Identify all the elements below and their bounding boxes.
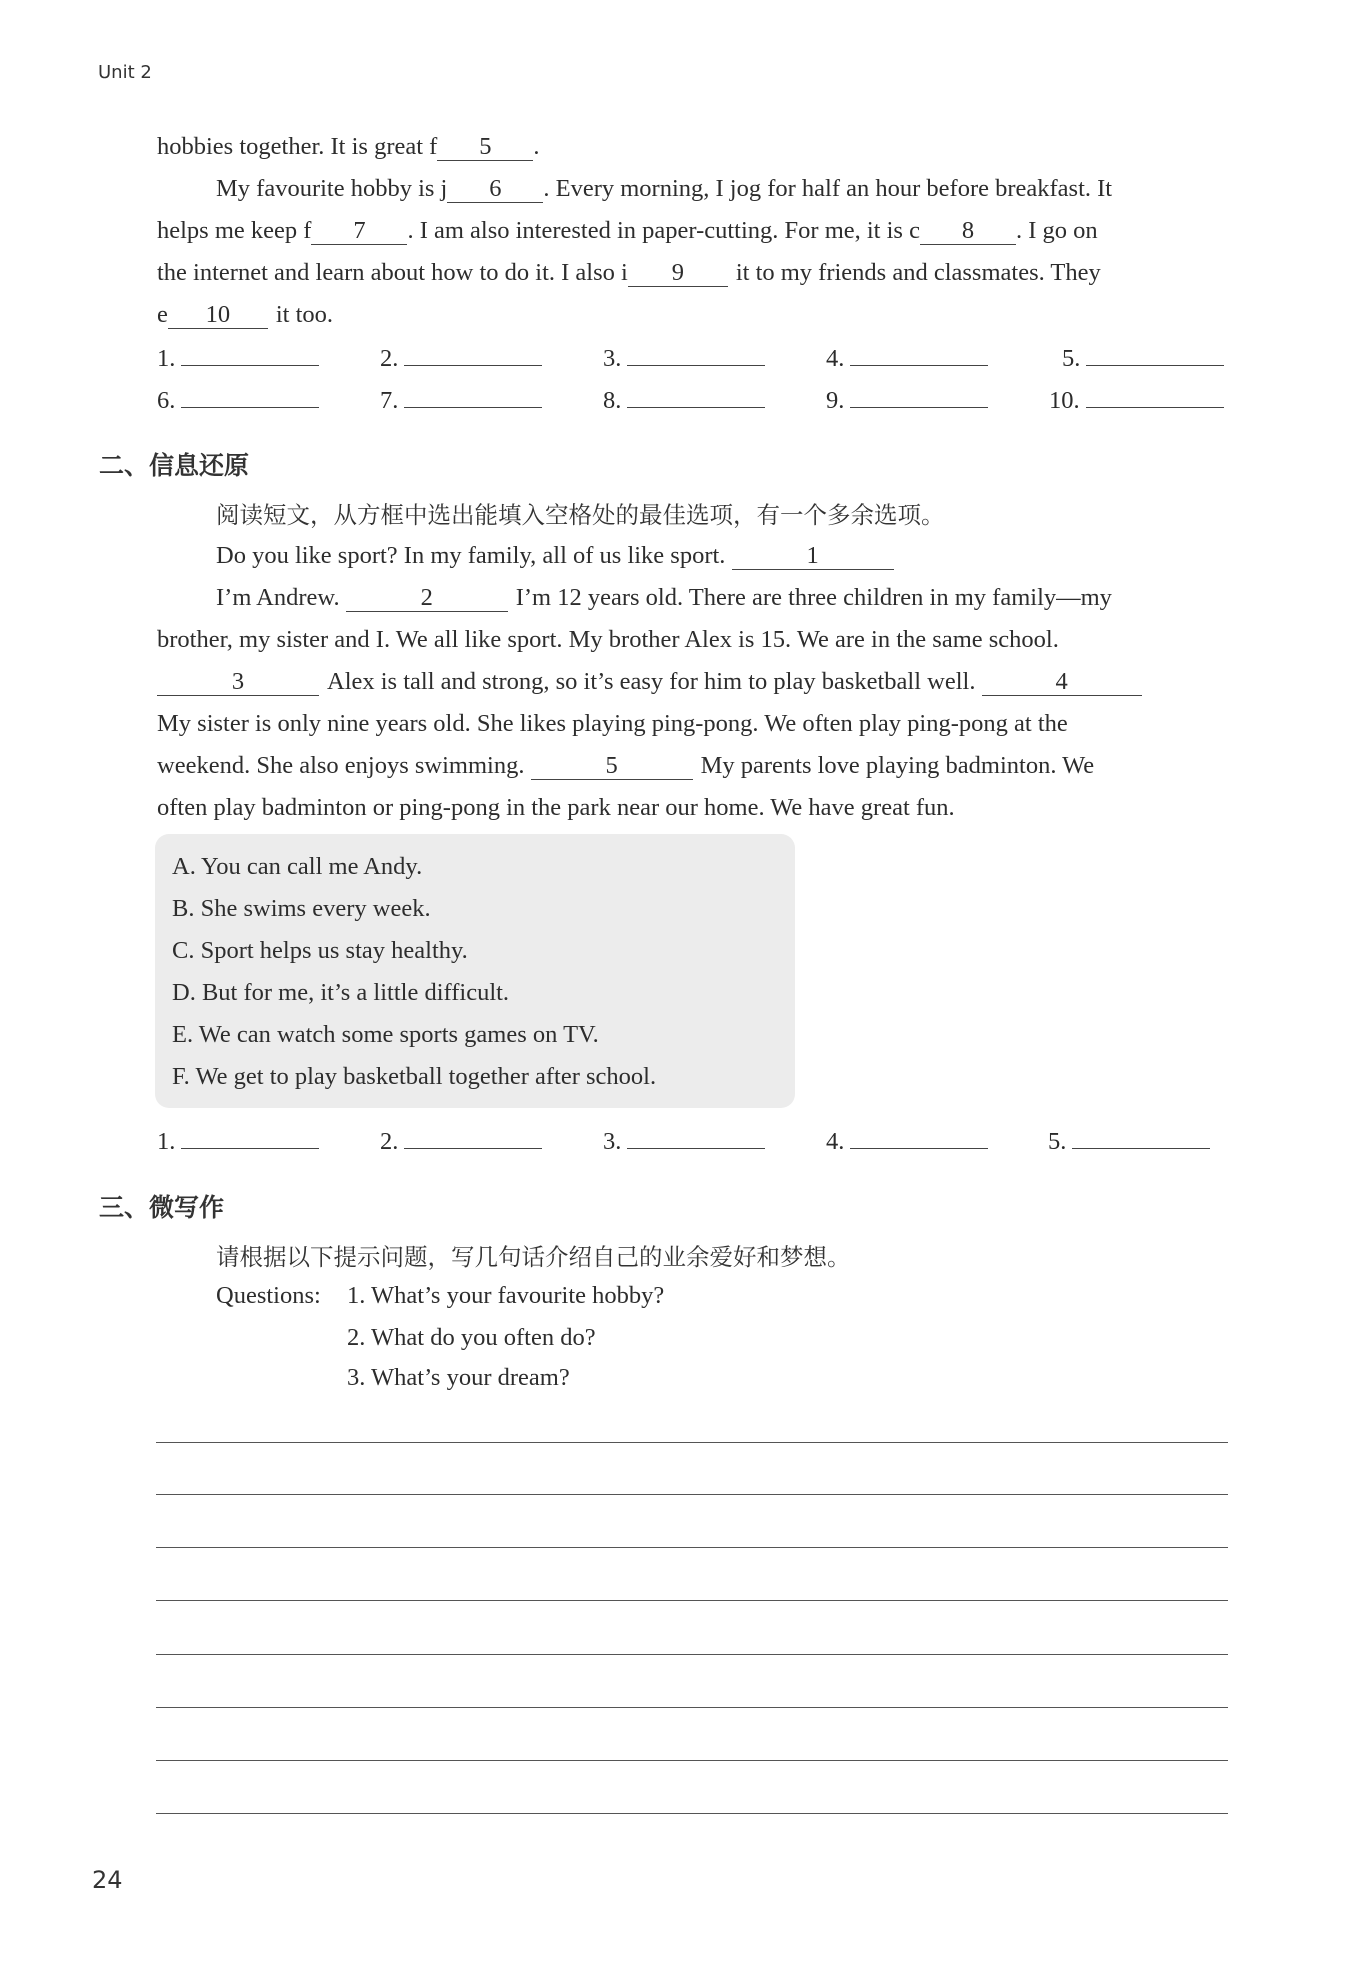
answer-slot[interactable]: 4. [826,1126,988,1157]
answer-slot[interactable]: 3. [603,343,765,374]
answer-slot[interactable]: 2. [380,343,542,374]
passage1-line5: e 10 it too. [157,301,334,328]
option-b: B. She swims every week. [172,895,431,922]
writing-line[interactable] [156,1547,1228,1548]
answer-slot[interactable]: 5. [1048,1126,1210,1157]
blank-s2-1: 1 [732,543,894,570]
passage2-line5: My sister is only nine years old. She likes playing ping-pong. We often play ping-pong at the [157,710,1068,737]
passage1-line3: helps me keep f 7 . I am also interested in paper-cutting. For me, it is c 8 . I go on [157,217,1098,244]
section3-title: 三、微写作 [99,1193,225,1222]
passage1-line4: the internet and learn about how to do it. I also i 9 it to my friends and classmates. They [157,259,1101,286]
passage2-line3: brother, my sister and I. We all like sport. My brother Alex is 15. We are in the same school. [157,626,1059,653]
option-d: D. But for me, it’s a little difficult. [172,979,510,1006]
passage2-line1: Do you like sport? In my family, all of us like sport. 1 [216,535,894,577]
section2-instruction: 阅读短文，从方框中选出能填入空格处的最佳选项，有一个多余选项。 [216,501,945,529]
blank-s2-4: 4 [982,669,1142,696]
blank-7: 7 [311,218,407,245]
passage1-line1: hobbies together. It is great f 5 . [157,133,540,160]
answer-slot[interactable]: 6. [157,385,319,416]
section2-title: 二、信息还原 [99,451,250,480]
answer-slot[interactable]: 1. [157,1126,319,1157]
writing-line[interactable] [156,1600,1228,1601]
writing-line[interactable] [156,1760,1228,1761]
writing-line[interactable] [156,1442,1228,1443]
section3-instruction: 请根据以下提示问题，写几句话介绍自己的业余爱好和梦想。 [216,1243,851,1271]
passage2-line2: I’m Andrew. 2 I’m 12 years old. There are three children in my family—my [216,584,1112,611]
passage2-line7: often play badminton or ping-pong in the park near our home. We have great fun. [157,794,955,821]
writing-line[interactable] [156,1707,1228,1708]
blank-s2-3: 3 [157,669,319,696]
option-c: C. Sport helps us stay healthy. [172,937,468,964]
writing-line[interactable] [156,1494,1228,1495]
passage2-line4: 3 Alex is tall and strong, so it’s easy for him to play basketball well. 4 [157,661,1142,703]
questions-label: Questions: [216,1282,321,1309]
blank-s2-5: 5 [531,753,693,780]
page-number: 24 [92,1866,123,1894]
question-1: 1. What’s your favourite hobby? [347,1282,665,1309]
answer-slot[interactable]: 4. [826,343,988,374]
blank-8: 8 [920,218,1016,245]
option-f: F. We get to play basketball together after school. [172,1063,657,1090]
option-a: A. You can call me Andy. [172,853,423,880]
writing-line[interactable] [156,1813,1228,1814]
blank-s2-2: 2 [346,585,508,612]
answer-slot[interactable]: 2. [380,1126,542,1157]
question-3: 3. What’s your dream? [347,1364,570,1391]
option-e: E. We can watch some sports games on TV. [172,1021,599,1048]
answer-slot[interactable]: 3. [603,1126,765,1157]
answer-slot[interactable]: 9. [826,385,988,416]
writing-line[interactable] [156,1654,1228,1655]
question-2: 2. What do you often do? [347,1324,596,1351]
answer-slot[interactable]: 10. [1049,385,1224,416]
blank-9: 9 [628,260,728,287]
blank-5: 5 [437,134,533,161]
unit-header: Unit 2 [98,62,152,83]
blank-6: 6 [447,176,543,203]
answer-slot[interactable]: 1. [157,343,319,374]
answer-slot[interactable]: 8. [603,385,765,416]
blank-10: 10 [168,302,268,329]
answer-slot[interactable]: 5. [1062,343,1224,374]
passage2-line6: weekend. She also enjoys swimming. 5 My parents love playing badminton. We [157,752,1095,779]
answer-slot[interactable]: 7. [380,385,542,416]
passage1-line2: My favourite hobby is j 6 . Every morning, I jog for half an hour before breakfast. It [216,175,1113,202]
